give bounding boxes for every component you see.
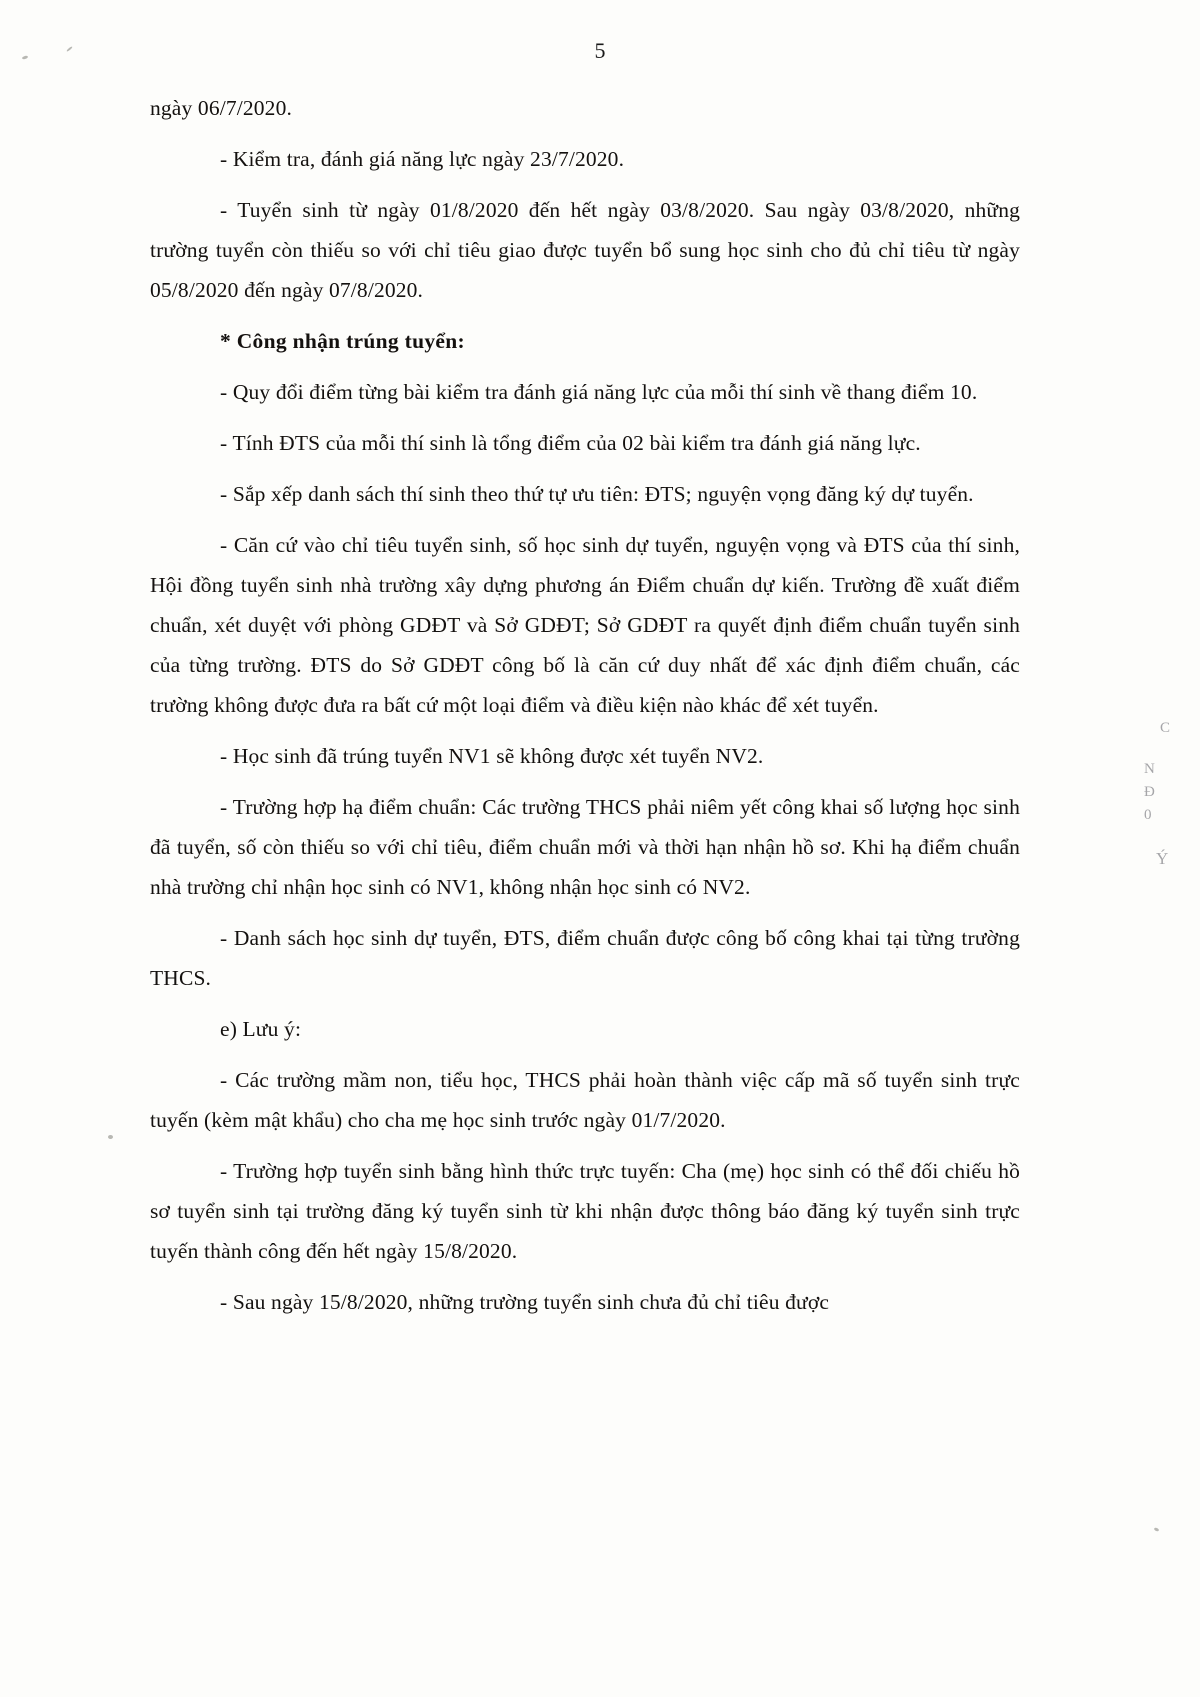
paragraph: - Căn cứ vào chỉ tiêu tuyển sinh, số học sinh dự tuyển, nguyện vọng và ĐTS của thí sinh, Hội đồng tuyển sinh nhà trường xây dựng phương án Điểm chuẩn dự kiến. Trường đề xuất điểm chuẩn, xét duyệt với phòng GDĐT và Sở GDĐT; Sở GDĐT ra quyết định điểm chuẩn tuyển sinh của từng trường. ĐTS do Sở GDĐT công bố là căn cứ duy nhất để xác định điểm chuẩn, các trường không được đưa ra bất cứ một loại điểm và điều kiện nào khác để xét tuyển. [150,533,1020,717]
scan-speck [1154,1527,1160,1532]
paragraph: e) Lưu ý: [220,1017,302,1041]
paragraph: - Kiểm tra, đánh giá năng lực ngày 23/7/2020. [220,147,625,171]
paragraph: - Quy đổi điểm từng bài kiểm tra đánh giá năng lực của mỗi thí sinh về thang điểm 10. [220,380,978,404]
paragraph: - Danh sách học sinh dự tuyển, ĐTS, điểm chuẩn được công bố công khai tại từng trường THCS. [150,926,1020,990]
margin-mark: C [1160,720,1172,736]
paragraph: - Trường hợp hạ điểm chuẩn: Các trường THCS phải niêm yết công khai số lượng học sinh đã tuyển, số còn thiếu so với chỉ tiêu, điểm chuẩn mới và thời hạn nhận hồ sơ. Khi hạ điểm chuẩn nhà trường chỉ nhận học sinh có NV1, không nhận học sinh có NV2. [150,795,1020,899]
margin-mark: 0 [1144,807,1153,823]
paragraph: - Học sinh đã trúng tuyển NV1 sẽ không được xét tuyển NV2. [220,744,764,768]
margin-mark: Ý [1156,849,1170,868]
margin-mark: Đ [1144,784,1156,800]
paragraph: - Các trường mầm non, tiểu học, THCS phải hoàn thành việc cấp mã số tuyển sinh trực tuyến (kèm mật khẩu) cho cha mẹ học sinh trước ngày 01/7/2020. [150,1068,1020,1132]
scan-speck [108,1135,113,1139]
margin-stamp-fragments [1144,718,1188,878]
paragraph: - Trường hợp tuyển sinh bằng hình thức trực tuyến: Cha (mẹ) học sinh có thể đối chiếu hồ sơ tuyển sinh tại trường đăng ký tuyển sinh từ khi nhận được thông báo đăng ký tuyển sinh trực tuyến thành công đến hết ngày 15/8/2020. [150,1159,1020,1263]
paragraph: ngày 06/7/2020. [150,96,292,120]
document-body [150,88,1020,1322]
paragraph: - Sắp xếp danh sách thí sinh theo thứ tự ưu tiên: ĐTS; nguyện vọng đăng ký dự tuyển. [220,482,974,506]
margin-mark: N [1144,761,1156,777]
paragraph-heading: * Công nhận trúng tuyển: [220,329,465,353]
page-number: 5 [594,38,606,63]
paragraph: - Tuyển sinh từ ngày 01/8/2020 đến hết ngày 03/8/2020. Sau ngày 03/8/2020, những trường tuyển còn thiếu so với chỉ tiêu giao được tuyển bổ sung học sinh cho đủ chỉ tiêu từ ngày 05/8/2020 đến ngày 07/8/2020. [150,198,1020,302]
paragraph: - Sau ngày 15/8/2020, những trường tuyển sinh chưa đủ chỉ tiêu được [220,1290,830,1314]
paragraph: - Tính ĐTS của mỗi thí sinh là tổng điểm của 02 bài kiểm tra đánh giá năng lực. [220,431,921,455]
